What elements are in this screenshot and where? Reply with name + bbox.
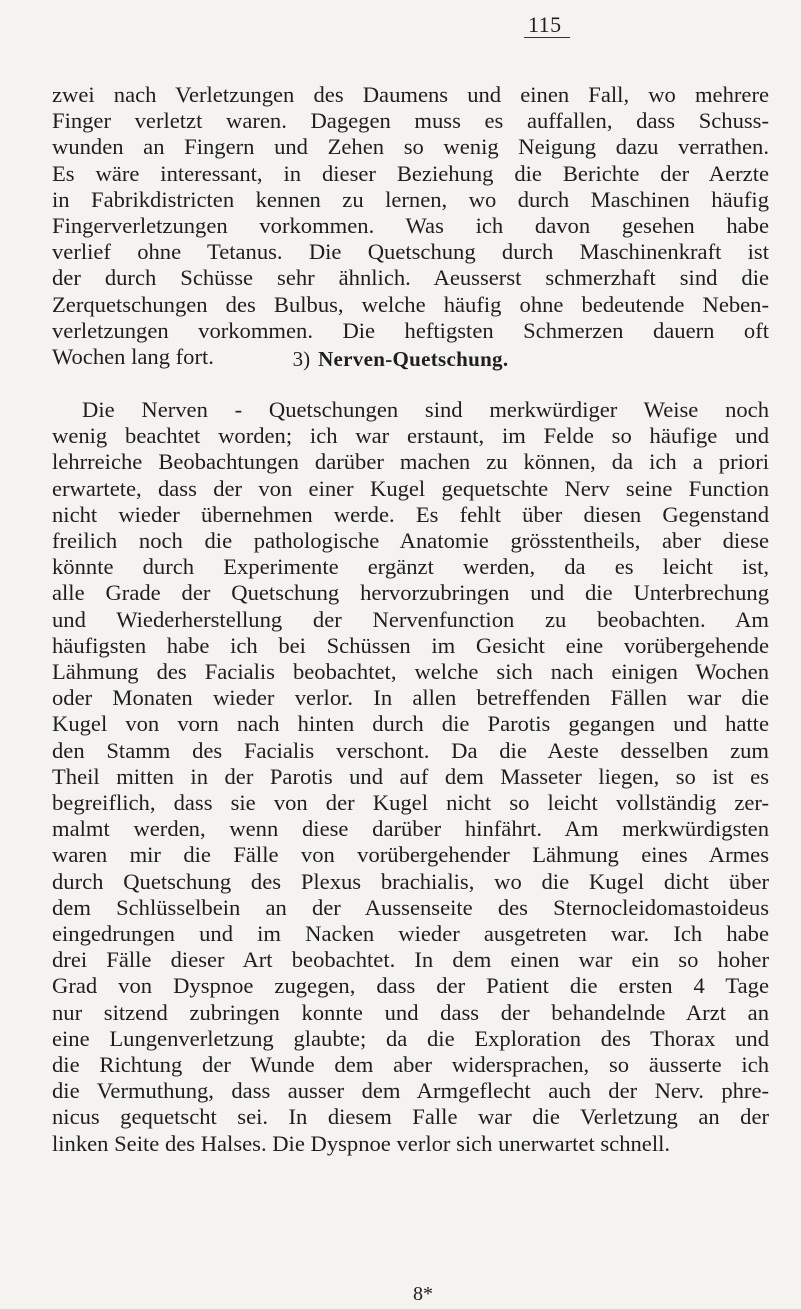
text-line: waren mir die Fälle von vorübergehender Lähmung eines Armes [52, 842, 769, 868]
section-title: Nerven-Quetschung. [318, 347, 509, 371]
text-line: eingedrungen und im Nacken wieder ausgetreten war. Ich habe [52, 921, 769, 947]
text-line: Zerquetschungen des Bulbus, welche häufig ohne bedeutende Neben- [52, 291, 769, 317]
text-line: lehrreiche Beobachtungen darüber machen zu können, da ich a priori [52, 449, 769, 475]
text-line: Finger verletzt waren. Dagegen muss es auffallen, dass Schuss- [52, 108, 769, 134]
text-line: verletzungen vorkommen. Die heftigsten Schmerzen dauern oft [52, 317, 769, 343]
text-line: eine Lungenverletzung glaubte; da die Exploration des Thorax und [52, 1025, 769, 1051]
paragraph-2 [52, 397, 769, 1157]
text-line: Theil mitten in der Parotis und auf dem Masseter liegen, so ist es [52, 763, 769, 789]
text-line: nur sitzend zubringen konnte und dass der behandelnde Arzt an [52, 999, 769, 1025]
text-line: Grad von Dyspnoe zugegen, dass der Patient die ersten 4 Tage [52, 973, 769, 999]
text-line: in Fabrikdistricten kennen zu lernen, wo durch Maschinen häufig [52, 186, 769, 212]
signature-mark: 8* [413, 1283, 433, 1305]
text-line: Es wäre interessant, in dieser Beziehung die Berichte der Aerzte [52, 160, 769, 186]
text-line: könnte durch Experimente ergänzt werden, da es leicht ist, [52, 554, 769, 580]
text-line: durch Quetschung des Plexus brachialis, wo die Kugel dicht über [52, 868, 769, 894]
text-line: nicus gequetscht sei. In diesem Falle war die Verletzung an der [52, 1104, 769, 1130]
text-line: Kugel von vorn nach hinten durch die Parotis gegangen und hatte [52, 711, 769, 737]
text-line: die Richtung der Wunde dem aber widersprachen, so äusserte ich [52, 1052, 769, 1078]
paragraph-1 [52, 82, 769, 370]
text-line: zwei nach Verletzungen des Daumens und einen Fall, wo mehrere [52, 82, 769, 107]
text-line: wunden an Fingern und Zehen so wenig Neigung dazu verrathen. [52, 134, 769, 160]
text-line: den Stamm des Facialis verschont. Da die Aeste desselben zum [52, 737, 769, 763]
text-line: der durch Schüsse sehr ähnlich. Aeusserst schmerzhaft sind die [52, 265, 769, 291]
text-line: Fingerverletzungen vorkommen. Was ich davon gesehen habe [52, 213, 769, 239]
text-line: drei Fälle dieser Art beobachtet. In dem einen war ein so hoher [52, 947, 769, 973]
text-line: verlief ohne Tetanus. Die Quetschung durch Maschinenkraft ist [52, 239, 769, 265]
text-line: Die Nerven - Quetschungen sind merkwürdiger Weise noch [82, 397, 769, 422]
text-line: malmt werden, wenn diese darüber hinfährt. Am merkwürdigsten [52, 816, 769, 842]
text-line: die Vermuthung, dass ausser dem Armgeflecht auch der Nerv. phre- [52, 1078, 769, 1104]
page-number: 115 [528, 12, 562, 37]
text-line: oder Monaten wieder verlor. In allen betreffenden Fällen war die [52, 685, 769, 711]
text-line: und Wiederherstellung der Nervenfunction zu beobachten. Am [52, 606, 769, 632]
text-line: Lähmung des Facialis beobachtet, welche sich nach einigen Wochen [52, 659, 769, 685]
text-line: freilich noch die pathologische Anatomie grösstentheils, aber diese [52, 528, 769, 554]
text-line: begreiflich, dass sie von der Kugel nicht so leicht vollständig zer- [52, 790, 769, 816]
text-line: Wochen lang fort. [52, 344, 214, 370]
text-line: dem Schlüsselbein an der Aussenseite des Sternocleidomastoideus [52, 894, 769, 920]
text-line: linken Seite des Halses. Die Dyspnoe verlor sich unerwartet schnell. [52, 1130, 671, 1156]
section-number: 3) [292, 347, 311, 371]
text-line: wenig beachtet worden; ich war erstaunt, im Felde so häufige und [52, 423, 769, 449]
text-line: häufigsten habe ich bei Schüssen im Gesicht eine vorübergehende [52, 632, 769, 658]
text-line: erwartete, dass der von einer Kugel gequetschte Nerv seine Function [52, 475, 769, 501]
section-heading [0, 347, 801, 372]
text-line: nicht wieder übernehmen werde. Es fehlt über diesen Gegenstand [52, 501, 769, 527]
text-line: alle Grade der Quetschung hervorzubringen und die Unterbrechung [52, 580, 769, 606]
